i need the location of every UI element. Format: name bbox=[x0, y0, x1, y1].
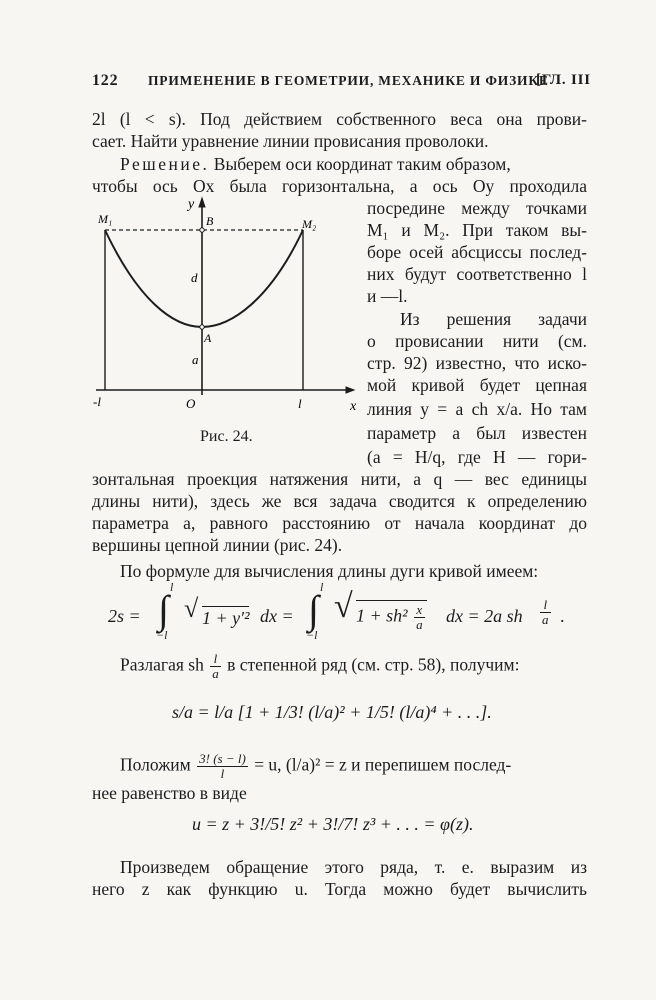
page-number: 122 bbox=[92, 72, 119, 89]
equation-u-phi: u = z + 3!/5! z² + 3!/7! z³ + . . . = φ(z). bbox=[192, 814, 474, 834]
eq1-dx1: dx = bbox=[260, 606, 294, 626]
equation-series-s: s/a = l/a [1 + 1/3! (l/a)² + 1/5! (l/a)⁴ + . . .]. bbox=[172, 702, 492, 722]
solution-line2: чтобы ось Ox была горизонтальна, а ось Oy проходила bbox=[92, 176, 587, 196]
eq1-frac-l-a bbox=[540, 598, 551, 627]
eq1-frac-x-a bbox=[414, 603, 425, 632]
para5 bbox=[120, 652, 587, 681]
para6-line1 bbox=[120, 752, 587, 781]
eq1-int1-sign: ∫ bbox=[158, 587, 169, 632]
eq1-radicand2-a: 1 + sh² bbox=[356, 605, 408, 626]
y-axis-arrow bbox=[199, 198, 205, 207]
eq1-dx2: dx = 2a sh bbox=[446, 606, 523, 626]
point-a bbox=[200, 325, 204, 329]
catenary-figure bbox=[88, 190, 368, 420]
label-x: x bbox=[350, 399, 357, 414]
eq1-int2-upper: l bbox=[320, 580, 324, 594]
eq1-lhs: 2s = bbox=[108, 606, 141, 626]
solution-line1 bbox=[120, 153, 587, 175]
label-l: l bbox=[298, 396, 302, 411]
para3-line3: вершины цепной линии (рис. 24). bbox=[92, 535, 343, 555]
eq1-int1-lower: −l bbox=[156, 628, 168, 642]
para5-frac-l: l bbox=[210, 652, 221, 667]
eq1-end: . bbox=[560, 606, 565, 626]
x-axis-arrow bbox=[346, 387, 354, 393]
wrap-line-11: (a = H/q, где H — гори- bbox=[367, 447, 587, 467]
point-b bbox=[200, 228, 204, 232]
eq1-radicand2 bbox=[356, 600, 427, 632]
catenary-curve bbox=[105, 230, 303, 327]
para1-line1: 2l (l < s). Под действием собственного веса она прови- bbox=[92, 109, 587, 129]
eq1-int1-upper: l bbox=[170, 580, 174, 594]
label-m1: M₁ bbox=[98, 212, 113, 226]
wrap-line-7: стр. 92) известно, что иско- bbox=[367, 353, 587, 373]
eq1-sqrt2: √ bbox=[334, 588, 353, 625]
para6-frac-d: l bbox=[220, 766, 225, 781]
wrap-line-1: M₁ и M₂. При таком вы- bbox=[367, 220, 587, 240]
eq1-int2-lower: −l bbox=[306, 628, 318, 642]
wrap-line-4: и —l. bbox=[367, 286, 408, 306]
chapter-marker: [ГЛ. III bbox=[536, 72, 591, 88]
para4: По формуле для вычисления длины дуги кривой имеем: bbox=[120, 561, 539, 581]
label-b: B bbox=[206, 214, 214, 228]
wrap-line-8: мой кривой будет цепная bbox=[367, 375, 587, 395]
eq1-sqrt1: √ bbox=[184, 594, 199, 623]
wrap-line-2: боре осей абсциссы послед- bbox=[367, 242, 587, 262]
running-title: ПРИМЕНЕНИЕ В ГЕОМЕТРИИ, МЕХАНИКЕ И ФИЗИКЕ bbox=[148, 73, 549, 88]
label-y: y bbox=[188, 197, 195, 212]
label-neg-l: -l bbox=[93, 394, 101, 409]
label-o: O bbox=[186, 396, 196, 411]
solution-line1-rest: Выберем оси координат таким образом, bbox=[213, 154, 511, 174]
para6-line2: нее равенство в виде bbox=[92, 783, 247, 803]
label-m2: M₂ bbox=[302, 217, 317, 231]
para5-frac bbox=[210, 652, 221, 681]
label-d: d bbox=[191, 270, 198, 285]
para7-line1: него z как функцию u. Тогда можно будет вычислить bbox=[92, 879, 587, 899]
wrap-line-5: Из решения задачи bbox=[400, 309, 587, 329]
wrap-line-10: параметр a был известен bbox=[367, 423, 587, 443]
eq1-rhs-a: a bbox=[542, 612, 549, 627]
wrap-line-9: линия y = a ch x/a. Но там bbox=[367, 399, 587, 419]
para7-line0: Произведем обращение этого ряда, т. е. выразим из bbox=[120, 857, 587, 877]
para3-line2: параметра a, равного расстоянию от начала координат до bbox=[92, 513, 587, 533]
eq1-frac-a: a bbox=[416, 617, 423, 632]
wrap-line-3: них будут соответственно l bbox=[367, 264, 587, 284]
eq1-rhs-l: l bbox=[540, 598, 551, 613]
eq1-radicand1: 1 + y′² bbox=[202, 608, 250, 628]
figure-caption: Рис. 24. bbox=[200, 428, 253, 445]
wrap-line-0: посредине между точками bbox=[367, 198, 587, 218]
para3-line0: зонтальная проекция натяжения нити, а q — вес единицы bbox=[92, 469, 587, 489]
para5-frac-a: a bbox=[212, 666, 219, 681]
label-a-point: A bbox=[204, 331, 212, 345]
eq1-frac-x: x bbox=[414, 603, 425, 618]
para5-before: Разлагая sh bbox=[120, 654, 204, 675]
para3-line1: длины нити), здесь же вся задача сводится к определению bbox=[92, 491, 587, 511]
para6-frac bbox=[197, 752, 248, 781]
wrap-line-6: о провисании нити (см. bbox=[367, 331, 587, 351]
eq1-int2-sign: ∫ bbox=[308, 587, 319, 632]
para6-frac-n: 3! (s − l) bbox=[199, 751, 246, 766]
label-a-length: a bbox=[192, 352, 199, 367]
para5-after: в степенной ряд (см. стр. 58), получим: bbox=[227, 654, 520, 675]
para1-line2: сает. Найти уравнение линии провисания проволоки. bbox=[92, 131, 489, 151]
para6-b: = u, (l/a)² = z и перепишем послед- bbox=[254, 754, 512, 775]
solution-label: Решение. bbox=[120, 154, 210, 174]
para6-a: Положим bbox=[120, 754, 191, 775]
